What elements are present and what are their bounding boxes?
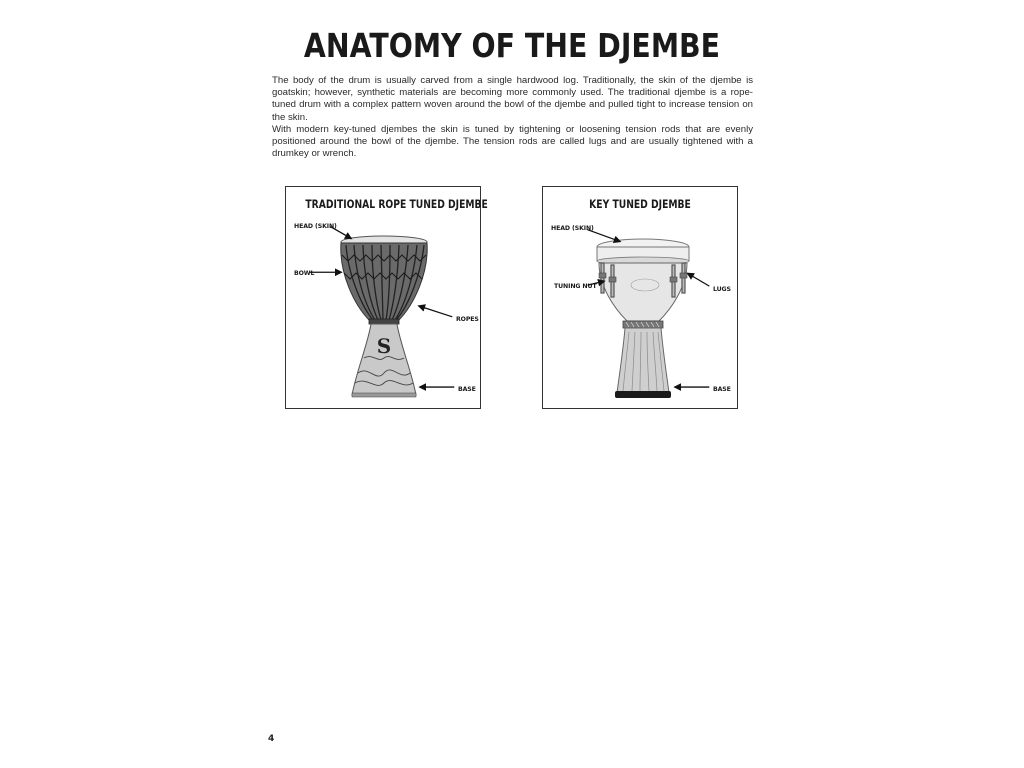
traditional-figure-title: TRADITIONAL ROPE TUNED DJEMBE <box>305 197 488 211</box>
page-number: 4 <box>268 734 275 744</box>
key-djembe-illustration <box>593 237 693 402</box>
label-ropes: ROPES <box>456 316 479 323</box>
label-tuning-nut: TUNING NUT <box>554 283 597 290</box>
label-base: BASE <box>458 386 476 393</box>
key-figure-title: KEY TUNED DJEMBE <box>589 197 691 211</box>
key-djembe-figure <box>542 186 738 409</box>
traditional-djembe-figure <box>285 186 488 409</box>
svg-text:S: S <box>376 334 392 358</box>
label-head-skin: HEAD (SKIN) <box>294 223 337 230</box>
intro-paragraph: The body of the drum is usually carved from a single hardwood log. Traditionally, the skin of the djembe is goatskin; however, synthetic materials are becoming more commonly used. The traditional djembe is a rope-tuned drum with a complex pattern woven around the bowl of the djembe and pulled tight to increase tension on the skin. <box>272 75 753 123</box>
key-tuned-paragraph: With modern key-tuned djembes the skin is tuned by tightening or loosening tension rods that are evenly positioned around the bowl of the djembe. The tension rods are called lugs and are usually tightened with a drumkey or wrench. <box>272 124 753 160</box>
page-title: ANATOMY OF THE DJEMBE <box>303 26 721 65</box>
label-base: BASE <box>713 386 731 393</box>
rope-djembe-illustration <box>334 233 434 403</box>
label-bowl: BOWL <box>294 270 315 277</box>
label-lugs: LUGS <box>713 286 731 293</box>
label-head-skin: HEAD (SKIN) <box>551 225 594 232</box>
